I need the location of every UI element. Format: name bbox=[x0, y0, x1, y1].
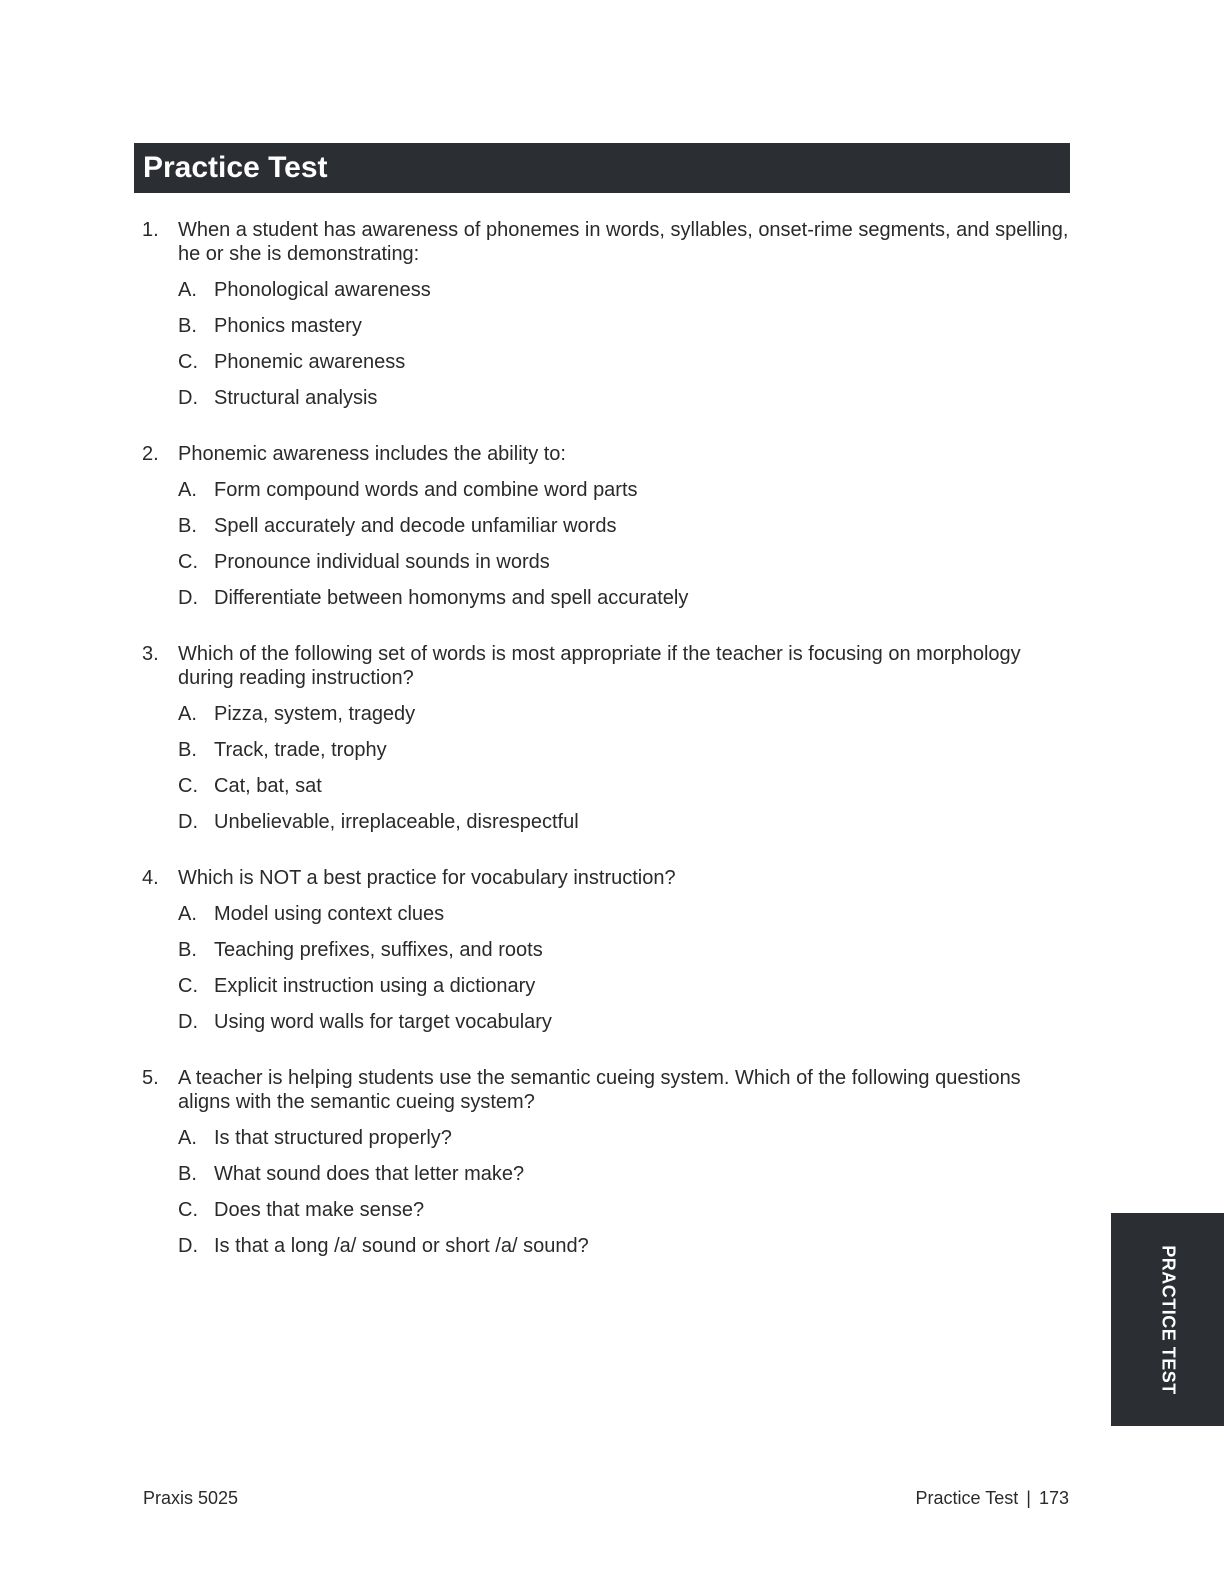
answer-choices bbox=[178, 902, 1070, 1046]
choice-letter: C. bbox=[178, 351, 198, 373]
question-list bbox=[142, 218, 1070, 1290]
question-text: A teacher is helping students use the semantic cueing system. Which of the following questions aligns with the semantic cueing system? bbox=[178, 1067, 1021, 1113]
answer-choice bbox=[178, 902, 1070, 938]
choice-text: Pronounce individual sounds in words bbox=[214, 551, 550, 573]
choice-letter: C. bbox=[178, 551, 198, 573]
answer-choice bbox=[178, 1010, 1070, 1046]
choice-letter: D. bbox=[178, 387, 198, 409]
answer-choice bbox=[178, 386, 1070, 422]
footer-section-name: Practice Test bbox=[915, 1488, 1019, 1508]
choice-text: Is that structured properly? bbox=[214, 1127, 452, 1149]
question-number: 1. bbox=[142, 219, 159, 241]
choice-text: Phonemic awareness bbox=[214, 351, 406, 373]
side-tab-label: PRACTICE TEST bbox=[1158, 1244, 1178, 1395]
choice-letter: C. bbox=[178, 1199, 198, 1221]
choice-text: Track, trade, trophy bbox=[214, 739, 387, 761]
question-3 bbox=[142, 642, 1070, 846]
choice-letter: D. bbox=[178, 1011, 198, 1033]
answer-choice bbox=[178, 1198, 1070, 1234]
answer-choice bbox=[178, 586, 1070, 622]
choice-letter: D. bbox=[178, 811, 198, 833]
question-number: 5. bbox=[142, 1067, 159, 1089]
page-number: 173 bbox=[1038, 1488, 1069, 1508]
choice-letter: B. bbox=[178, 515, 197, 537]
footer-separator: | bbox=[1026, 1488, 1031, 1508]
choice-text: Pizza, system, tragedy bbox=[214, 703, 416, 725]
answer-choice bbox=[178, 314, 1070, 350]
question-4 bbox=[142, 866, 1070, 1046]
answer-choice bbox=[178, 478, 1070, 514]
choice-text: Form compound words and combine word parts bbox=[214, 479, 638, 501]
choice-letter: A. bbox=[178, 479, 197, 501]
choice-text: Explicit instruction using a dictionary bbox=[214, 975, 536, 997]
answer-choices bbox=[178, 702, 1070, 846]
choice-text: What sound does that letter make? bbox=[214, 1163, 525, 1185]
choice-text: Spell accurately and decode unfamiliar words bbox=[214, 515, 617, 537]
answer-choice bbox=[178, 350, 1070, 386]
choice-text: Unbelievable, irreplaceable, disrespectful bbox=[214, 811, 579, 833]
choice-text: Is that a long /a/ sound or short /a/ sound? bbox=[214, 1235, 589, 1257]
choice-letter: C. bbox=[178, 975, 198, 997]
answer-choice bbox=[178, 974, 1070, 1010]
section-header bbox=[134, 143, 1070, 193]
question-number: 2. bbox=[142, 443, 159, 465]
choice-letter: B. bbox=[178, 315, 197, 337]
choice-letter: B. bbox=[178, 1163, 197, 1185]
choice-letter: A. bbox=[178, 279, 197, 301]
answer-choice bbox=[178, 1126, 1070, 1162]
choice-letter: B. bbox=[178, 739, 197, 761]
choice-letter: C. bbox=[178, 775, 198, 797]
question-5 bbox=[142, 1066, 1070, 1270]
choice-text: Structural analysis bbox=[214, 387, 378, 409]
choice-letter: D. bbox=[178, 587, 198, 609]
footer-book-title: Praxis 5025 bbox=[143, 1488, 239, 1508]
choice-text: Phonological awareness bbox=[214, 279, 431, 301]
question-text: Which is NOT a best practice for vocabulary instruction? bbox=[178, 867, 676, 889]
answer-choice bbox=[178, 514, 1070, 550]
footer-page-info bbox=[916, 1487, 1069, 1509]
choice-text: Teaching prefixes, suffixes, and roots bbox=[214, 939, 543, 961]
choice-letter: B. bbox=[178, 939, 197, 961]
question-number: 3. bbox=[142, 643, 159, 665]
section-side-tab bbox=[1111, 1213, 1224, 1426]
answer-choice bbox=[178, 550, 1070, 586]
choice-letter: A. bbox=[178, 703, 197, 725]
question-1 bbox=[142, 218, 1070, 422]
question-text: When a student has awareness of phonemes in words, syllables, onset-rime segments, and spelling, he or she is demonstrating: bbox=[178, 219, 1069, 265]
choice-text: Using word walls for target vocabulary bbox=[214, 1011, 552, 1033]
choice-letter: A. bbox=[178, 1127, 197, 1149]
choice-text: Model using context clues bbox=[214, 903, 445, 925]
answer-choice bbox=[178, 1162, 1070, 1198]
answer-choice bbox=[178, 1234, 1070, 1270]
answer-choice bbox=[178, 938, 1070, 974]
answer-choices bbox=[178, 1126, 1070, 1270]
choice-letter: D. bbox=[178, 1235, 198, 1257]
choice-letter: A. bbox=[178, 903, 197, 925]
answer-choice bbox=[178, 702, 1070, 738]
question-number: 4. bbox=[142, 867, 159, 889]
choice-text: Cat, bat, sat bbox=[214, 775, 322, 797]
answer-choices bbox=[178, 478, 1070, 622]
question-text: Which of the following set of words is most appropriate if the teacher is focusing on morphology during reading instruction? bbox=[178, 643, 1021, 689]
answer-choice bbox=[178, 738, 1070, 774]
question-text: Phonemic awareness includes the ability to: bbox=[178, 443, 566, 465]
choice-text: Does that make sense? bbox=[214, 1199, 425, 1221]
answer-choice bbox=[178, 774, 1070, 810]
answer-choice bbox=[178, 278, 1070, 314]
question-2 bbox=[142, 442, 1070, 622]
answer-choice bbox=[178, 810, 1070, 846]
choice-text: Phonics mastery bbox=[214, 315, 362, 337]
answer-choices bbox=[178, 278, 1070, 422]
page-title: Practice Test bbox=[143, 151, 328, 184]
choice-text: Differentiate between homonyms and spell accurately bbox=[214, 587, 689, 609]
